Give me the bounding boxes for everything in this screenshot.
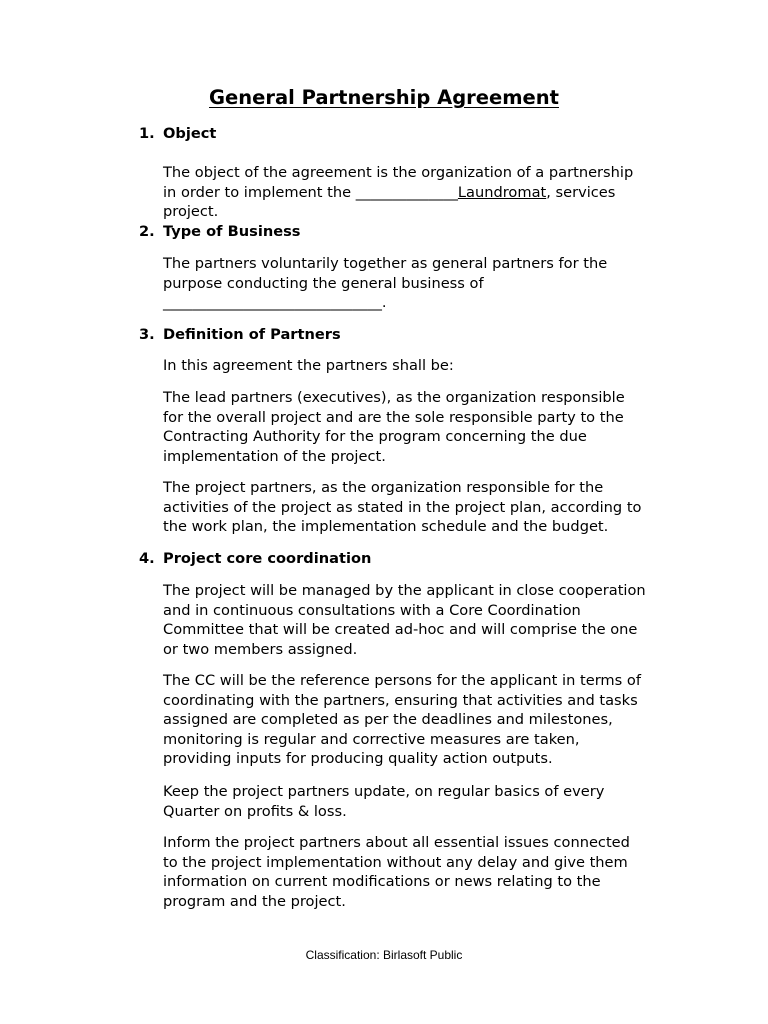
paragraph-project-management: The project will be managed by the applicant in close cooperation and in continuous consultations with a Core Coordination Committee that will be created ad-hoc and will comprise the one or two members assigned. (163, 582, 646, 658)
paragraph-type-of-business: The partners voluntarily together as general partners for the purpose conducting the general business of ______________________________. (163, 255, 608, 312)
section-heading-definition-of-partners (139, 325, 341, 345)
section-title: Type of Business (163, 223, 301, 240)
paragraph-partners-intro: In this agreement the partners shall be: (163, 357, 454, 374)
document-title: General Partnership Agreement (209, 86, 559, 109)
section-title: Project core coordination (163, 550, 372, 567)
section-title: Definition of Partners (163, 326, 341, 343)
section-number: 2. (139, 223, 155, 240)
section-number: 3. (139, 326, 155, 343)
section-heading-type-of-business (139, 222, 300, 242)
paragraph-lead-partners: The lead partners (executives), as the organization responsible for the overall project and are the sole responsible party to the Contracting Authority for the program concerning the due implementation of the project. (163, 389, 625, 465)
filled-business-name: Laundromat (457, 183, 547, 201)
section-number: 4. (139, 550, 155, 567)
paragraph-object: The object of the agreement is the organization of a partnership in order to implement the ______________Laundromat, services project. (163, 164, 634, 221)
paragraph-inform-partners: Inform the project partners about all essential issues connected to the project implementation without any delay and give them information on current modifications or news relating to the program and the project. (163, 834, 630, 910)
paragraph-cc-role: The CC will be the reference persons for the applicant in terms of coordinating with the partners, ensuring that activities and tasks assigned are completed as per the deadlines and milestones, monitoring is regular and corrective measures are taken, providing inputs for producing quality action outputs. (163, 672, 641, 768)
paragraph-project-partners: The project partners, as the organization responsible for the activities of the project as stated in the project plan, according to the work plan, the implementation schedule and the budget. (163, 479, 642, 536)
section-heading-core-coordination (139, 549, 371, 569)
section-title: Object (163, 125, 217, 142)
classification-footer: Classification: Birlasoft Public (305, 948, 463, 962)
paragraph-quarterly-update: Keep the project partners update, on regular basics of every Quarter on profits & loss. (163, 783, 605, 820)
section-heading-object (139, 124, 216, 144)
blank-line: ______________________________ (163, 294, 382, 312)
section-number: 1. (139, 125, 155, 142)
